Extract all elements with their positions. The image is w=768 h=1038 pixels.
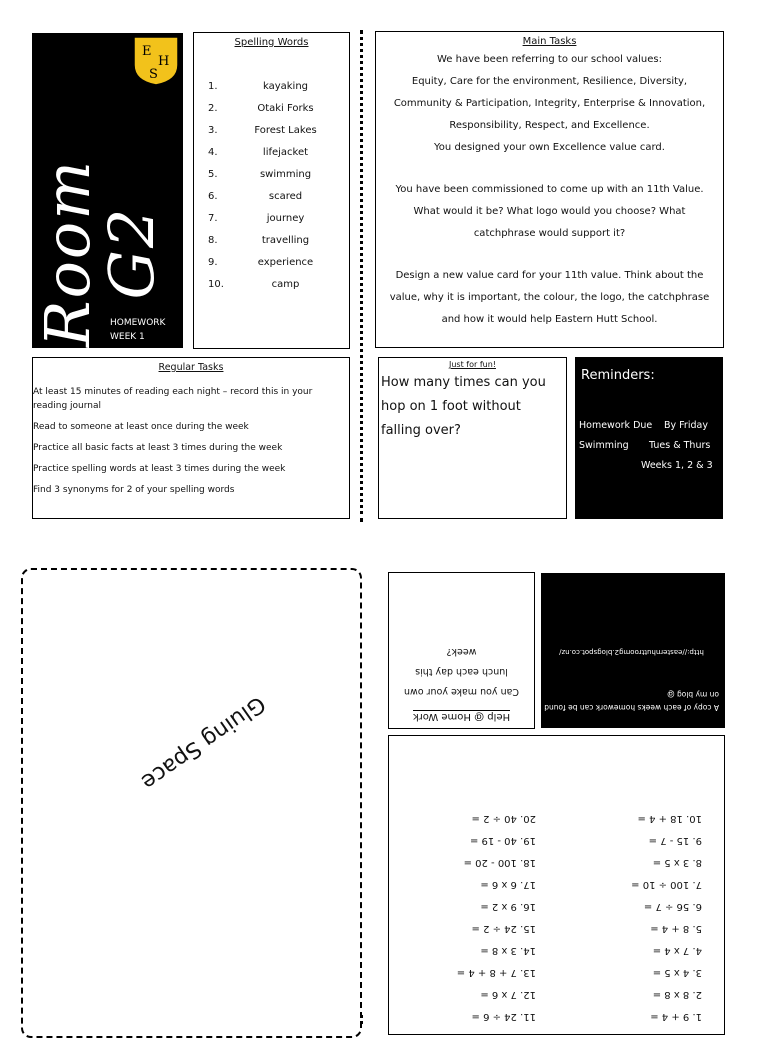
homework-week-label	[110, 316, 165, 344]
fun-text: How many times can you hop on 1 foot without falling over?	[381, 375, 546, 438]
spelling-word-row	[208, 125, 343, 139]
spelling-word-number: 8.	[208, 235, 218, 246]
spelling-word-number: 2.	[208, 103, 218, 114]
spelling-word-row	[208, 279, 343, 293]
swimming-days: Tues & Thurs	[649, 440, 711, 451]
basic-fact: 12. 7 x 6 =	[480, 989, 536, 1000]
basic-fact: 17. 6 x 6 =	[480, 879, 536, 890]
crest-letter-h: H	[158, 54, 170, 69]
spelling-word-number: 6.	[208, 191, 218, 202]
help-text: Can you make your own lunch each day this week?	[403, 646, 520, 697]
room-title: Room G2	[31, 158, 168, 348]
main-task-line: catchphrase would support it?	[473, 228, 626, 239]
spelling-title: Spelling Words	[234, 37, 309, 48]
spelling-word-row	[208, 103, 343, 117]
main-task-line: value, why it is important, the colour, the logo, the catchphrase	[389, 292, 710, 303]
main-tasks-box	[375, 31, 724, 348]
spelling-word-number: 10.	[208, 279, 224, 290]
reminders-title: Reminders:	[581, 368, 655, 383]
gluing-space-box	[21, 568, 362, 1038]
reminders-box	[575, 357, 723, 519]
crest-letter-e: E	[142, 44, 152, 59]
regular-tasks-list	[33, 385, 349, 497]
spelling-word-row	[208, 213, 343, 227]
main-tasks-title: Main Tasks	[522, 36, 577, 47]
spelling-word-number: 9.	[208, 257, 218, 268]
blog-box	[541, 573, 725, 728]
regular-task-item: At least 15 minutes of reading each night – record this in your reading journal	[33, 387, 313, 411]
spelling-word: kayaking	[262, 81, 309, 92]
spelling-word: Otaki Forks	[257, 103, 314, 114]
spelling-word-number: 7.	[208, 213, 218, 224]
main-task-line: and how it would help Eastern Hutt School.	[441, 314, 658, 325]
main-task-line: Design a new value card for your 11th value. Think about the	[395, 270, 704, 281]
main-task-line: Responsibility, Respect, and Excellence.	[449, 120, 650, 131]
basic-fact: 14. 3 x 8 =	[480, 945, 536, 956]
spelling-word: scared	[268, 191, 303, 202]
spelling-word: lifejacket	[262, 147, 309, 158]
regular-tasks-title: Regular Tasks	[158, 362, 224, 373]
basic-fact: 5. 8 + 4 =	[650, 923, 702, 934]
basic-fact: 8. 3 x 5 =	[652, 857, 702, 868]
swimming-label: Swimming	[579, 440, 629, 451]
homework-label: HOMEWORK	[110, 318, 166, 328]
help-at-home-box	[388, 572, 535, 729]
fun-title: Just for fun!	[449, 360, 496, 369]
main-task-line: You designed your own Excellence value card.	[434, 142, 665, 153]
main-task-line: Equity, Care for the environment, Resilience, Diversity,	[411, 76, 688, 87]
basic-fact: 11. 24 ÷ 6 =	[471, 1011, 536, 1022]
week-label: WEEK 1	[110, 332, 145, 342]
spelling-word-row	[208, 191, 343, 205]
school-crest-icon	[132, 35, 180, 87]
main-task-line: You have been commissioned to come up with an 11th Value.	[395, 184, 704, 195]
basic-fact: 6. 56 ÷ 7 =	[643, 901, 702, 912]
regular-task-item: Find 3 synonyms for 2 of your spelling words	[33, 485, 235, 495]
spelling-word-number: 3.	[208, 125, 218, 136]
regular-task-item: Practice spelling words at least 3 times during the week	[33, 464, 286, 474]
main-task-line: We have been referring to our school values:	[436, 54, 663, 65]
just-for-fun-box	[378, 357, 567, 519]
spelling-word: Forest Lakes	[254, 125, 317, 136]
spelling-word: journey	[266, 213, 305, 224]
basic-fact: 9. 15 - 7 =	[648, 835, 702, 846]
spelling-word: experience	[257, 257, 314, 268]
regular-task-item: Practice all basic facts at least 3 times during the week	[33, 443, 283, 453]
regular-tasks-box	[32, 357, 350, 519]
basic-fact: 2. 8 x 8 =	[652, 989, 702, 1000]
spelling-word-row	[208, 147, 343, 161]
room-title-panel	[32, 33, 183, 348]
basic-fact: 19. 40 - 19 =	[469, 835, 536, 846]
basic-fact: 1. 9 + 4 =	[650, 1011, 702, 1022]
blog-url[interactable]: http://easternhuttroomg2.blogspot.co.nz/	[559, 648, 704, 656]
homework-due-label: Homework Due	[579, 420, 653, 431]
basic-fact: 20. 40 ÷ 2 =	[471, 813, 536, 824]
basic-fact: 13. 7 + 8 + 4 =	[456, 967, 536, 978]
basic-facts-box	[388, 735, 725, 1035]
gluing-space-label: Gluing Space	[136, 690, 270, 795]
main-task-line: What would it be? What logo would you choose? What	[413, 206, 686, 217]
help-title: Help @ Home Work	[412, 711, 511, 722]
main-task-line: Community & Participation, Integrity, Enterprise & Innovation,	[393, 98, 706, 109]
spelling-word: camp	[271, 279, 300, 290]
basic-fact: 4. 7 x 4 =	[652, 945, 702, 956]
spelling-word: swimming	[259, 169, 312, 180]
basic-fact: 3. 4 x 5 =	[652, 967, 702, 978]
basic-fact: 16. 9 x 2 =	[480, 901, 536, 912]
spelling-words-box	[193, 32, 350, 349]
spelling-word-number: 1.	[208, 81, 218, 92]
dotted-divider	[360, 30, 363, 522]
spelling-word-row	[208, 257, 343, 271]
spelling-word-number: 4.	[208, 147, 218, 158]
swimming-weeks: Weeks 1, 2 & 3	[641, 460, 713, 471]
spelling-word-row	[208, 81, 343, 95]
homework-due-day: By Friday	[664, 420, 708, 431]
basic-fact: 10. 18 + 4 =	[637, 813, 702, 824]
crest-letter-s: S	[149, 67, 158, 82]
spelling-word: travelling	[261, 235, 310, 246]
blog-text: A copy of each weeks homework can be found on my blog @	[544, 690, 719, 712]
regular-task-item: Read to someone at least once during the week	[33, 422, 249, 432]
basic-fact: 18. 100 - 20 =	[463, 857, 536, 868]
spelling-word-row	[208, 169, 343, 183]
basic-fact: 15. 24 ÷ 2 =	[471, 923, 536, 934]
spelling-word-number: 5.	[208, 169, 218, 180]
basic-fact: 7. 100 ÷ 10 =	[631, 879, 702, 890]
spelling-word-row	[208, 235, 343, 249]
